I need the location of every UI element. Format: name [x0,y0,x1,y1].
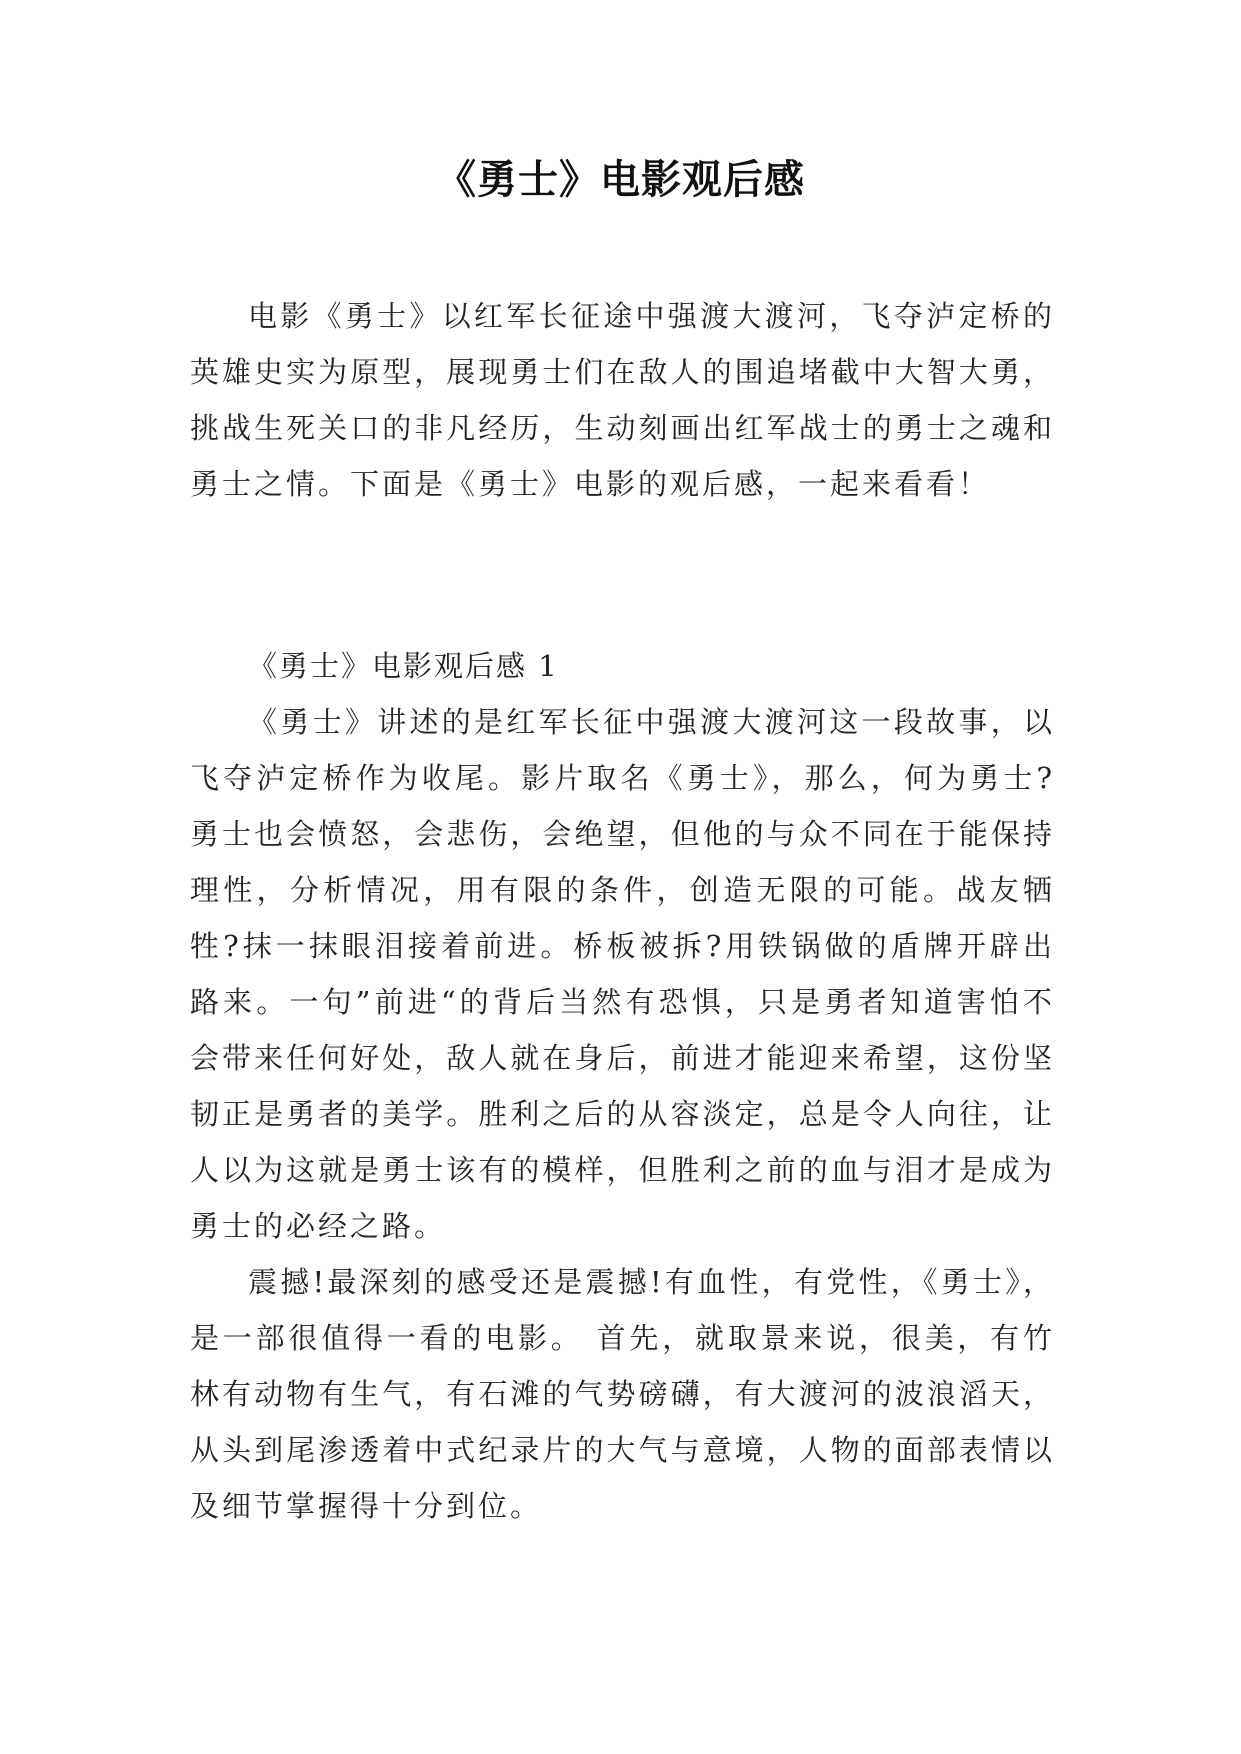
section-paragraph: 震撼!最深刻的感受还是震撼!有血性，有党性，《勇士》，是一部很值得一看的电影。 首先，就取景来说，很美，有竹林有动物有生气，有石滩的气势磅礴，有大渡河的波浪滔天，从头到尾渗透着中式纪录片的大气与意境，人物的面部表情以及细节掌握得十分到位。 [190,1265,1055,1523]
section-heading: 《勇士》电影观后感 1 [248,649,559,683]
intro-paragraph: 电影《勇士》以红军长征途中强渡大渡河，飞夺泸定桥的英雄史实为原型，展现勇士们在敌人的围追堵截中大智大勇，挑战生死关口的非凡经历，生动刻画出红军战士的勇士之魂和勇士之情。下面是《勇士》电影的观后感，一起来看看！ [190,299,1055,501]
section-paragraph: 《勇士》讲述的是红军长征中强渡大渡河这一段故事，以飞夺泸定桥作为收尾。影片取名《勇士》，那么，何为勇士?勇士也会愤怒，会悲伤，会绝望，但他的与众不同在于能保持理性，分析情况，用有限的条件，创造无限的可能。战友牺牲?抹一抹眼泪接着前进。桥板被拆?用铁锅做的盾牌开辟出路来。一句”前进“的背后当然有恐惧，只是勇者知道害怕不会带来任何好处，敌人就在身后，前进才能迎来希望，这份坚韧正是勇者的美学。胜利之后的从容淡定，总是令人向往，让人以为这就是勇士该有的模样，但胜利之前的血与泪才是成为勇士的必经之路。 [190,705,1055,1243]
section-1 [190,638,1055,1534]
intro-block [190,288,1055,512]
document-title: 《勇士》电影观后感 [436,157,805,203]
